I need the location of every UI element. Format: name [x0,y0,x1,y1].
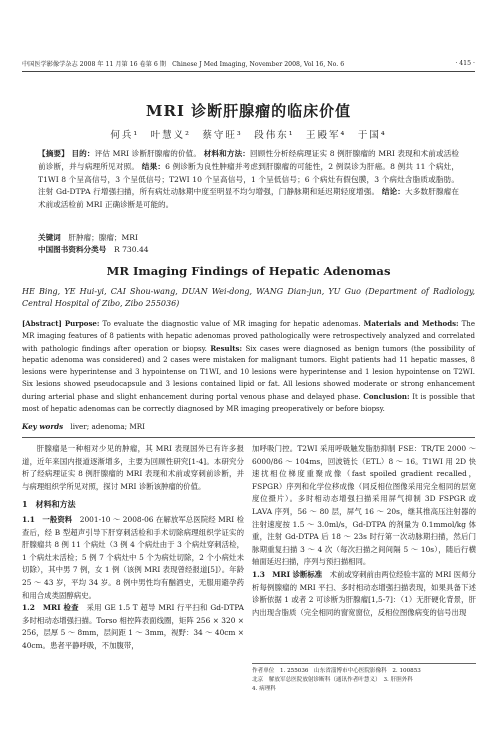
purpose-label: 目的： [71,149,95,158]
english-keywords-block [22,421,475,432]
section-divider [22,437,475,438]
mri-protocol-paragraph: 加呼吸门控。T2WI 采用呼吸触发脂肪抑制 FSE：TR/TE 2000 ～ 6000/86 ～ 104ms，回波链长（ETL）8 ～ 16。T1WI 用 2D 快速扰相位梯度重聚成像（fast spoiled gradient recalled，FSPGR）序列和化学位移成像（同反相位图像采用完全相同的层宽度位摄片）。多时相动态增强扫描采用屏气抑制 3D FSPGR 或 LAVA 序列，56 ～ 80 层，屏气 16 ～ 20s，继其推高压注射器的注射速度按 1.5 ～ 3.0ml/s，Gd-DTPA 的剂量为 0.1mmol/kg 体重，注射 Gd-DTPA 后 18 ～ 23s 时行第一次动脉期扫描，然后门脉期重复扫描 3 ～ 4 次（每次扫描之间间隔 5 ～ 10s），随后行横轴面延迟扫描，序列与预扫描相同。 [252,444,476,567]
english-abstract [22,318,475,415]
en-purpose-text: To evaluate the diagnostic value of MR imaging for hepatic adenomas. [102,320,361,328]
running-header [22,56,475,72]
subsection-criteria [252,569,476,619]
page-number: · 415 · [455,60,475,67]
chinese-authors: 何兵¹ 叶慧义² 蔡守旺³ 段伟东¹ 王殿军⁴ 于国⁴ [110,130,387,141]
classification-text: R 730.44 [113,245,149,254]
abstract-label: 【摘要】 [38,149,69,158]
intro-paragraph: 肝腺瘤是一种相对少见的肿瘤，其 MRI 表现国外已有许多报道，近年来国内报道逐渐增多，主要为回顾性研究[1-4]。本研究分析了经病理证实 8 例肝腺瘤的 MRI 表现和术前或穿刺前诊断，并与病理组织学所见对照，探讨 MRI 诊断该肿瘤的价值。 [22,444,244,491]
chinese-abstract [38,148,459,212]
en-conclusion-label: Conclusion: [363,391,410,401]
subsection-mri-text: 采用 GE 1.5 T 超导 MRI 行平扫和 Gd-DTPA 多时相动态增强扫描。Torso 相控阵表面线圈，矩阵 256 × 320 × 256，层厚 5 ～ 8mm，层间距 1 ～ 3mm，视野：34 ～ 40cm × 40cm。患者平静呼吸，不加腹带， [22,603,244,650]
body-column-right [252,443,476,619]
author-affiliation-footnote [252,663,476,694]
english-title: MR Imaging Findings of Hepatic Adenomas [106,264,391,278]
classification-label: 中国图书资料分类号 [38,245,107,254]
methods-text: 回顾性分析经病理证实 8 例肝腺瘤的 MRI 表现和术前或活检前诊断，并与病理所见对照。 [38,149,460,171]
subsection-general [22,514,244,602]
en-conclusion-text: It is possible that most of hepatic adenomas can be correctly diagnosed by MR imaging preoperatively or before biopsy. [22,392,476,413]
keywords-label: 关键词 [38,233,61,242]
en-results-text: Six cases were diagnosed as benign tumors (the possibility of hepatic adenoma was considered) and 2 cases were mistaken for malignant tumors. Eight patients had 11 hepatic masses, 8 lesions were hyperintense and 3 hypointense on T1WI, and 10 lesions were hyperintense and 1 lesion hypointense on T2WI. Six lesions showed pseudocapsule and 3 lesions contained lipid or fat. All lesions showed moderate or strong enhancement during arterial phase and slight enhancement during portal venous phase and delayed phase. [22,344,476,401]
en-purpose-label: Purpose: [64,319,100,328]
results-text: 6 例诊断为良性肿瘤并考虑到肝腺瘤的可能性，2 例误诊为肝癌。8 例共 11 个病灶，T1WI 8 个呈高信号，3 个呈低信号；T2WI 10 个呈高信号，1 个呈低信号；6 个病灶有假包膜，3 个病灶含脂质或脂肪。注射 Gd-DTPA 行增强扫描，所有病灶动脉期中度至明显不均匀增强，门静脉期和延迟期轻度增强。 [38,161,459,197]
subsection-criteria-text: 术前或穿刺前由两位经验丰富的 MRI 医师分析每例腺瘤的 MRI 平扫、多时相动态增强扫描表现，如果具备下述诊断依据 1 或者 2 可诊断为肝腺瘤[1,5-7]：（1）无肝硬化背景，肝内出现含脂质（完全相同的窗宽窗位，反相位图像病变的信号出现 [252,569,476,617]
chinese-keywords-block [38,232,459,256]
subsection-general-label: 1.1 一般资料 [22,514,73,524]
chinese-title: MRI 诊断肝腺瘤的临床价值 [145,102,352,120]
subsection-criteria-label: 1.3 MRI 诊断标准 [252,569,323,579]
body-column-left [22,443,244,653]
en-methods-label: Materials and Methods: [363,319,459,328]
conclusion-label: 结论： [381,187,406,197]
footnote-line-1: 作者单位 1. 255036 山东省淄博市中心医院影像科 2. 100853 [252,668,421,674]
en-results-label: Results: [210,343,243,353]
section-heading-methods: 1 材料和方法 [22,499,76,510]
english-authors: HE Bing, YE Hui-yi, CAI Shou-wang, DUAN Wei-dong, WANG Dian-jun, YU Guo (Department of Radiology, Central Hospital of Zibo, Zibo 255036) [22,287,475,308]
en-methods-text: The MR imaging features of 8 patients with hepatic adenomas proved pathologically were retrospectively analyzed and correlated with pathologic findings after operation or biopsy. [22,320,475,353]
subsection-general-text: 2001-10 ～ 2008-06 在解放军总医院经 MRI 检查后，经 B 型超声引导下肝穿刺活检和手术切除病理组织学证实的肝腺瘤共 8 例 11 个病灶（3 例 4 个病灶由于 3 个病灶穿刺活检，1 个病灶未活检；5 例 7 个病灶中 5 个为病灶切除，2 个小病灶未切除），其中男 7 例，女 1 例（该例 MRI 表现曾经报道[5]）。年龄 25 ～ 43 岁，平均 34 岁。8 例中男性均有酗酒史，无服用避孕药和用合成类固醇病史。 [22,514,244,600]
en-keywords-label: Key words [22,422,64,431]
journal-info: 中国医学影像学杂志 2008 年 11 月第 16 卷第 6 期 Chinese J Med Imaging, November 2008, Vol 16, No. 6 [22,61,345,68]
keywords-text: 肝肿瘤；腺瘤；MRI [68,233,139,242]
results-label: 结果： [141,161,166,171]
subsection-mri [22,602,244,652]
purpose-text: 评估 MRI 诊断肝腺瘤的价值。 [94,149,202,158]
conclusion-text: 大多数肝腺瘤在术前或活检前 MRI 正确诊断是可能的。 [38,187,460,210]
en-abstract-label: [Abstract] [22,319,62,328]
subsection-mri-label: 1.2 MRI 检查 [22,603,79,613]
footnote-line-2: 北京 解放军总医院放射诊断科（通讯作者叶慧义） 3. 肝胆外科 [252,677,413,683]
footnote-line-3: 4. 病理科 [252,686,276,692]
methods-label: 材料和方法： [203,149,251,158]
en-keywords-text: liver; adenoma; MRI [70,422,145,431]
